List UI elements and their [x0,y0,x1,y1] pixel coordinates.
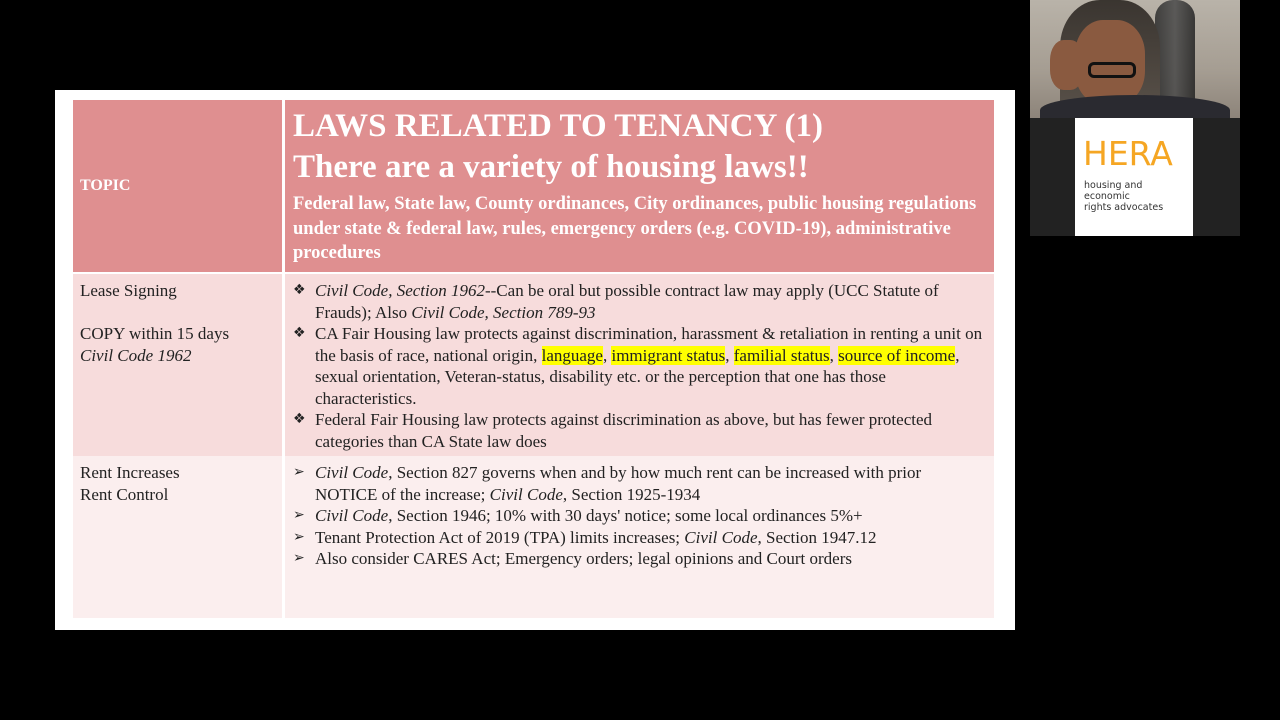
diamond-bullet-icon: ❖ [293,325,306,341]
arrow-bullet-icon: ➢ [293,528,305,545]
diamond-bullet-icon: ❖ [293,411,306,427]
presentation-slide [55,90,1015,630]
table-row [73,274,994,456]
participant-shirt [1040,95,1230,118]
topic-header-label: TOPIC [80,177,131,194]
content-cell [285,456,994,618]
topic-cell [73,274,285,456]
laws-table [73,100,994,618]
table-header-row [73,100,994,274]
table-row [73,456,994,618]
highlight-language: language [541,345,603,365]
list-item: ➢ Civil Code, Section 1946; 10% with 30 days' notice; some local ordinances 5%+ [293,506,863,525]
logo-subtitle: housing and economic rights advocates [1084,180,1164,213]
slide-title: LAWS RELATED TO TENANCY (1) [293,108,823,144]
topic-cell [73,456,285,618]
hera-logo [1075,118,1193,236]
participant-hand [1050,40,1084,90]
topic-header [73,100,285,272]
highlight-immigrant-status: immigrant status [611,345,726,365]
list-item: ❖ Civil Code, Section 1962--Can be oral but possible contract law may apply (UCC Statute of Frauds); Also Civil Code, Section 789-93 [293,281,939,322]
topic-lease-signing: Lease Signing [80,281,177,300]
arrow-bullet-icon: ➢ [293,507,305,523]
list-item: ❖ CA Fair Housing law protects against discrimination, harassment & retaliation in renting a unit on the basis of race, national origin, language, immigrant status, familial status, source of income, sexual orientation, Veteran-status, disability etc. or the perception that one has those characteristics. [293,324,983,408]
title-cell [285,100,994,272]
topic-rent-control: Rent Control [80,484,169,504]
highlight-source-of-income: source of income [838,345,956,365]
list-item: ➢ Civil Code, Section 827 governs when and by how much rent can be increased with prior NOTICE of the increase; Civil Code, Section 1925-1934 [293,463,922,504]
slide-subtitle: Federal law, State law, County ordinances, City ordinances, public housing regulations under state & federal law, rules, emergency orders (e.g. COVID-19), administrative procedures [293,194,977,263]
slide-heading: There are a variety of housing laws!! [293,149,809,185]
diamond-bullet-icon: ❖ [293,282,306,298]
participant-tile-logo[interactable] [1030,118,1240,236]
content-cell [285,274,994,456]
arrow-bullet-icon: ➢ [293,464,305,480]
topic-civil-code: Civil Code 1962 [80,345,192,365]
participant-video[interactable] [1030,0,1240,118]
logo-title: HERA [1083,134,1173,173]
topic-rent-increases: Rent Increases [80,463,180,482]
list-item: ❖ Federal Fair Housing law protects against discrimination as above, but has fewer protected categories than CA State law does [293,410,933,451]
list-item: ➢ Tenant Protection Act of 2019 (TPA) limits increases; Civil Code, Section 1947.12 [293,527,877,547]
glasses-icon [1088,62,1136,78]
list-item: ➢ Also consider CARES Act; Emergency orders; legal opinions and Court orders [293,549,852,568]
highlight-familial-status: familial status [733,345,830,365]
topic-copy-note: COPY within 15 days [80,324,230,343]
arrow-bullet-icon: ➢ [293,550,305,566]
